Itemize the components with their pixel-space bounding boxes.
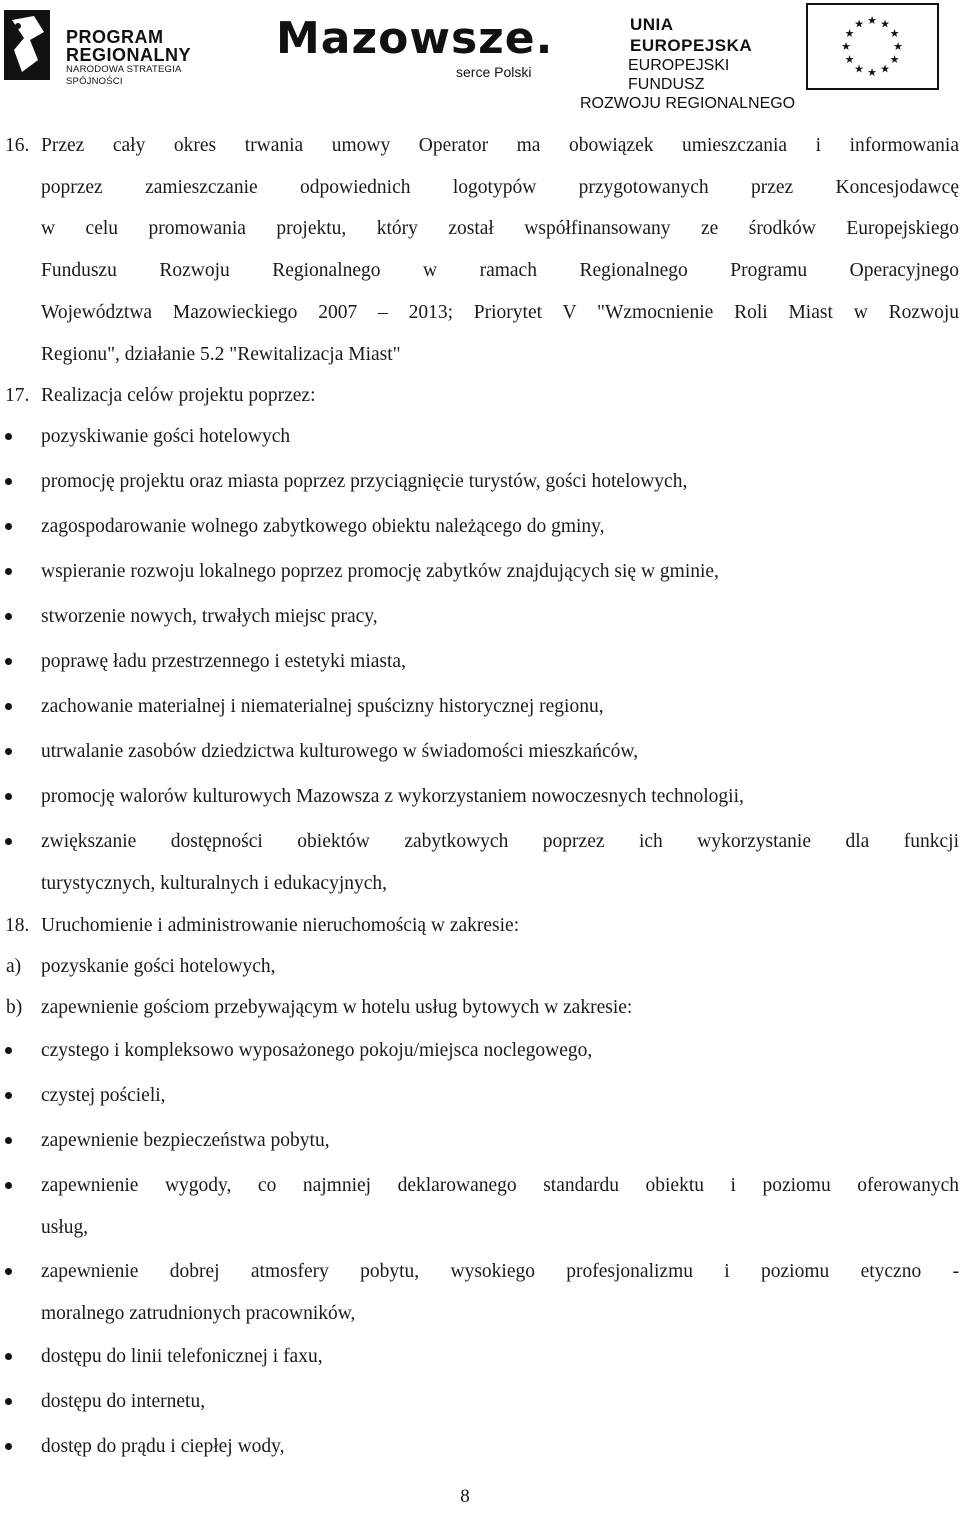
bullet-icon — [5, 523, 12, 530]
bullet-icon — [5, 1047, 12, 1054]
bullet-icon — [5, 1182, 12, 1189]
bullet-icon — [5, 1092, 12, 1099]
logo-bar — [0, 0, 960, 112]
bullet-icon — [5, 478, 12, 485]
eu-star-icon: ★ — [889, 54, 900, 66]
unia-europejska-logo — [580, 14, 800, 112]
bullet-icon — [5, 658, 12, 665]
page-number: 8 — [460, 1486, 470, 1507]
list-item-text: promocję projektu oraz miasta poprzez przyciągnięcie turystów, gości hotelowych, — [41, 471, 688, 492]
eu-star-icon: ★ — [893, 41, 903, 53]
bullet-icon — [5, 433, 12, 440]
bullet-icon — [5, 568, 12, 575]
program-line: PROGRAM — [66, 27, 164, 47]
eu-star-icon: ★ — [844, 54, 855, 66]
text-line: zapewnienie dobrej atmosfery pobytu, wysokiego profesjonalizmu i poziomu etyczno - — [41, 1261, 959, 1282]
bullet-icon — [5, 613, 12, 620]
eu-star-icon: ★ — [880, 63, 890, 76]
paragraph-number: 16. — [5, 135, 30, 156]
mazowsze-logo — [276, 13, 554, 82]
text-line: zapewnienie wygody, co najmniej deklarowanego standardu obiektu i poziomu oferowanych — [41, 1175, 959, 1196]
text-line: usług, — [41, 1216, 89, 1238]
bullet-icon — [5, 748, 12, 755]
text-line: poprzez zamieszczanie odpowiednich logotypów przygotowanych przez Koncesjodawcę — [41, 176, 959, 198]
eu-star-icon: ★ — [841, 41, 851, 53]
mazowsze-wordmark: Mazowsze. — [276, 13, 554, 64]
text-line: Regionu", działanie 5.2 "Rewitalizacja Miast" — [41, 343, 401, 365]
text-line: zwiększanie dostępności obiektów zabytkowych poprzez ich wykorzystanie dla funkcji — [41, 831, 959, 852]
paragraph-17-text: Realizacja celów projektu poprzez: — [41, 385, 316, 406]
text-line: w celu promowania projektu, który został współfinansowany ze środków Europejskiego — [41, 218, 959, 240]
program-regionalny-text — [66, 28, 234, 88]
list-item-text: utrwalanie zasobów dziedzictwa kulturowego w świadomości mieszkańców, — [41, 741, 639, 762]
list-item-text: czystej pościeli, — [41, 1085, 166, 1106]
text-line: Przez cały okres trwania umowy Operator ma obowiązek umieszczania i informowania — [41, 135, 959, 156]
paragraph-number: 18. — [5, 915, 30, 936]
bullet-icon — [5, 1398, 12, 1405]
lettered-item-text: pozyskanie gości hotelowych, — [41, 956, 276, 977]
ue-line1: UNIA EUROPEJSKA — [630, 15, 753, 55]
eu-star-icon: ★ — [867, 15, 877, 27]
eu-stars-icon — [808, 5, 937, 88]
text-line: Województwa Mazowieckiego 2007 – 2013; Priorytet V "Wzmocnienie Roli Miast w Rozwoju — [41, 301, 959, 323]
list-item-text: czystego i kompleksowo wyposażonego pokoju/miejsca noclegowego, — [41, 1040, 593, 1061]
list-item-text: promocję walorów kulturowych Mazowsza z wykorzystaniem nowoczesnych technologii, — [41, 786, 744, 807]
paragraph-number: 17. — [5, 385, 30, 406]
eu-flag-icon — [806, 3, 939, 90]
bullet-icon — [5, 703, 12, 710]
paragraph-16-text — [41, 125, 959, 375]
bullet-icon — [5, 1443, 12, 1450]
list-item-text: stworzenie nowych, trwałych miejsc pracy, — [41, 606, 378, 627]
paragraph-18-text: Uruchomienie i administrowanie nieruchomością w zakresie: — [41, 915, 520, 936]
list-item-text: wspieranie rozwoju lokalnego poprzez promocję zabytków znajdujących się w gminie, — [41, 561, 719, 582]
list-item-text: dostępu do internetu, — [41, 1391, 206, 1412]
list-item-text: zachowanie materialnej i niematerialnej spuścizny historycznej regionu, — [41, 696, 604, 717]
list-item-text: dostępu do linii telefonicznej i faxu, — [41, 1346, 323, 1367]
bullet-icon — [5, 1137, 12, 1144]
eu-star-icon: ★ — [854, 18, 864, 31]
list-item-text: zagospodarowanie wolnego zabytkowego obiektu należącego do gminy, — [41, 516, 605, 537]
eu-star-icon: ★ — [867, 67, 877, 79]
eu-star-icon: ★ — [889, 28, 900, 40]
bullet-icon — [5, 838, 12, 845]
lettered-item-text: zapewnienie gościom przebywającym w hotelu usług bytowych w zakresie: — [41, 997, 633, 1018]
text-line: moralnego zatrudnionych pracowników, — [41, 1302, 356, 1324]
eu-star-icon: ★ — [880, 18, 890, 31]
list-item-text — [41, 1165, 959, 1248]
mazowsze-tagline: serce Polski — [456, 64, 532, 80]
list-item-text — [41, 1251, 959, 1334]
ue-line3: ROZWOJU REGIONALNEGO — [580, 95, 796, 112]
list-item-text: pozyskiwanie gości hotelowych — [41, 426, 291, 447]
bullet-icon — [5, 1268, 12, 1275]
program-regionalny-emblem — [4, 10, 60, 80]
bullet-icon — [5, 1353, 12, 1360]
list-item-text — [41, 821, 959, 904]
item-letter: b) — [6, 997, 23, 1018]
eu-star-icon: ★ — [844, 28, 855, 40]
program-regionalny-logo — [4, 10, 234, 87]
list-item-text: poprawę ładu przestrzennego i estetyki miasta, — [41, 651, 406, 672]
bullet-icon — [5, 793, 12, 800]
regionalny-line: REGIONALNY — [66, 45, 192, 65]
list-item-text: dostęp do prądu i ciepłej wody, — [41, 1436, 285, 1457]
ue-line2: EUROPEJSKI FUNDUSZ — [628, 57, 730, 93]
text-line: turystycznych, kulturalnych i edukacyjnych, — [41, 872, 388, 894]
text-line: Funduszu Rozwoju Regionalnego w ramach Regionalnego Programu Operacyjnego — [41, 260, 959, 282]
strategia-line: NARODOWA STRATEGIA SPÓJNOŚCI — [66, 64, 181, 87]
list-item-text: zapewnienie bezpieczeństwa pobytu, — [41, 1130, 330, 1151]
eu-star-icon: ★ — [854, 63, 864, 76]
item-letter: a) — [6, 956, 22, 977]
